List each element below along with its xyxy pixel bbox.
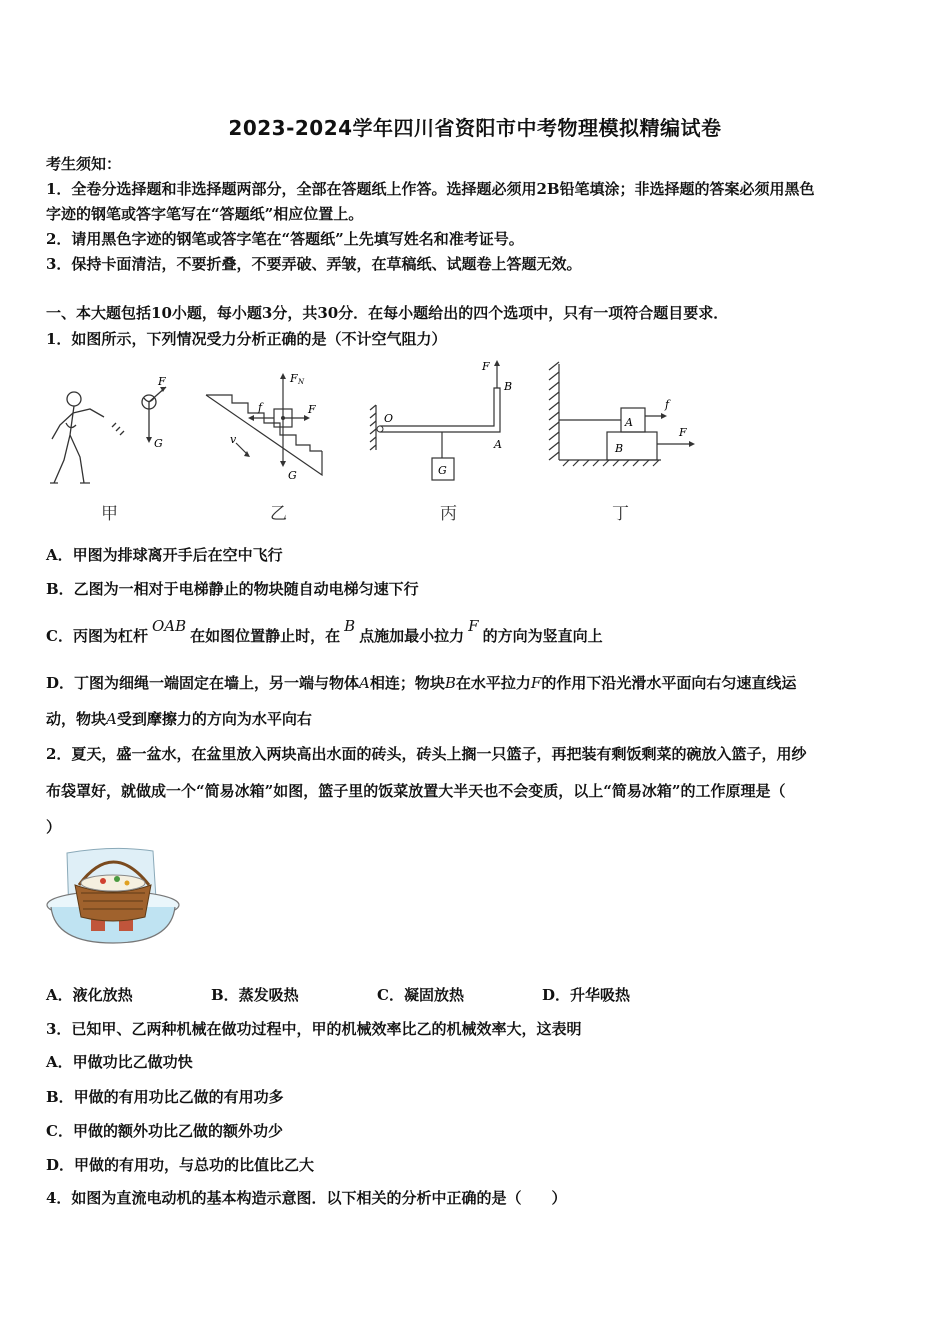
- notice-item-1: 1．全卷分选择题和非选择题两部分，全部在答题纸上作答。选择题必须用2B铅笔填涂；非选择题的答案必须用黑色: [46, 180, 815, 198]
- q3-option-a: A．甲做功比乙做功快: [46, 1053, 193, 1071]
- label-g: G: [154, 437, 163, 450]
- math-f: F: [468, 617, 479, 635]
- label-f-small: f: [258, 401, 263, 414]
- notice-item-1-cont: 字迹的钢笔或答字笔写在“答题纸”相应位置上。: [46, 205, 364, 223]
- caption-yi: 乙: [270, 504, 287, 524]
- notice-item-2: 2．请用黑色字迹的钢笔或答字笔在“答题纸”上先填写姓名和准考证号。: [46, 230, 524, 248]
- figure-yi: [198, 365, 333, 490]
- label-f-small-ding: f: [665, 398, 670, 411]
- q2-option-c: C．凝固放热: [377, 986, 464, 1004]
- label-v: v: [230, 433, 237, 446]
- figure-ding: [545, 360, 705, 470]
- label-g-bing: G: [438, 464, 447, 477]
- figure-jia: [40, 365, 190, 490]
- label-b-ding: B: [615, 442, 624, 455]
- label-f-yi: F: [308, 403, 316, 416]
- q3-option-b: B．甲做的有用功比乙做的有用功多: [46, 1088, 284, 1106]
- label-o: O: [384, 412, 394, 425]
- q3-option-d: D．甲做的有用功，与总功的比值比乙大: [46, 1156, 315, 1174]
- question-3-stem: 3．已知甲、乙两种机械在做功过程中，甲的机械效率比乙的机械效率大，这表明: [46, 1020, 582, 1038]
- caption-jia: 甲: [101, 504, 118, 524]
- label-a-ding: A: [625, 416, 633, 429]
- label-fn: F: [290, 372, 298, 385]
- page-title: 2023-2024学年四川省资阳市中考物理模拟精编试卷: [228, 116, 722, 140]
- q1-option-d-cont: 动，物块A受到摩擦力的方向为水平向右: [46, 710, 312, 728]
- q3-option-c: C．甲做的额外功比乙做的额外功少: [46, 1122, 283, 1140]
- math-b: B: [344, 617, 356, 635]
- figure-icebox: [45, 845, 185, 950]
- q1-option-c: C．丙图为杠杆OAB在如图位置静止时，在B点施加最小拉力F的方向为竖直向上: [46, 617, 603, 645]
- question-4-stem: 4．如图为直流电动机的基本构造示意图．以下相关的分析中正确的是（ ）: [46, 1189, 567, 1207]
- q2-option-b: B．蒸发吸热: [211, 986, 299, 1004]
- question-2-stem-3: ）: [46, 818, 62, 836]
- notice-item-3: 3．保持卡面清洁，不要折叠，不要弄破、弄皱，在草稿纸、试题卷上答题无效。: [46, 255, 582, 273]
- notice-heading: 考生须知：: [46, 155, 122, 173]
- label-f: F: [158, 375, 166, 388]
- label-b: B: [504, 380, 513, 393]
- figure-bing: [368, 360, 528, 490]
- q1-option-d: D．丁图为细绳一端固定在墙上，另一端与物体A相连；物块B在水平拉力F的作用下沿光滑水平面向右匀速直线运: [46, 674, 797, 692]
- caption-ding: 丁: [612, 504, 629, 524]
- label-f-bing: F: [482, 360, 490, 373]
- q1-option-a: A．甲图为排球离开手后在空中飞行: [46, 546, 283, 564]
- math-oab: OAB: [151, 617, 187, 635]
- question-2-stem-1: 2．夏天，盛一盆水，在盆里放入两块高出水面的砖头，砖头上搁一只篮子，再把装有剩饭剩菜的碗放入篮子，用纱: [46, 745, 807, 763]
- question-1-stem: 1．如图所示，下列情况受力分析正确的是（不计空气阻力）: [46, 330, 447, 348]
- label-f-ding: F: [679, 426, 687, 439]
- q1-option-b: B．乙图为一相对于电梯静止的物块随自动电梯匀速下行: [46, 580, 419, 598]
- q2-option-a: A．液化放热: [46, 986, 133, 1004]
- label-a: A: [494, 438, 502, 451]
- question-2-stem-2: 布袋罩好，就做成一个“简易冰箱”如图，篮子里的饭菜放置大半天也不会变质，以上“简易冰箱”的工作原理是（: [46, 782, 786, 800]
- q2-option-d: D．升华吸热: [542, 986, 631, 1004]
- label-fn-sub: N: [298, 378, 305, 386]
- label-g-yi: G: [288, 469, 297, 482]
- section-heading: 一、本大题包括10小题，每小题3分，共30分．在每小题给出的四个选项中，只有一项符合题目要求．: [46, 304, 729, 322]
- caption-bing: 丙: [440, 504, 457, 524]
